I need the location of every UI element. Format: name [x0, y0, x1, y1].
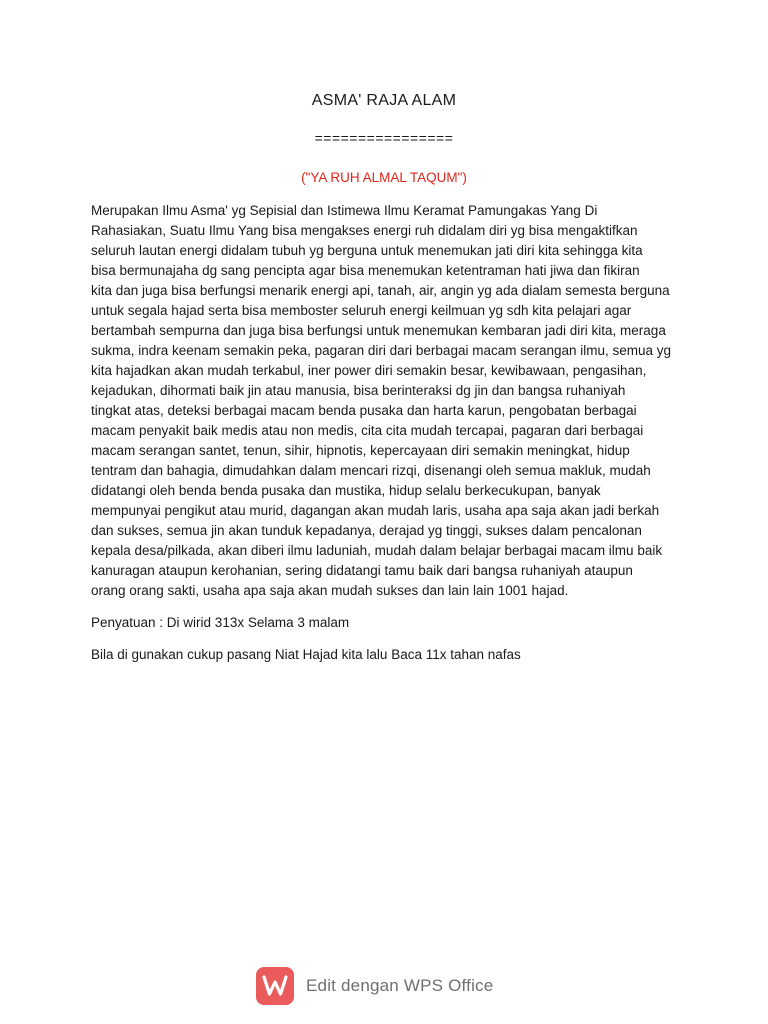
document-body	[91, 201, 691, 677]
document-subtitle: ("YA RUH ALMAL TAQUM")	[301, 170, 467, 185]
title-divider: ================	[314, 130, 454, 146]
paragraph-usage: Bila di gunakan cukup pasang Niat Hajad kita lalu Baca 11x tahan nafas	[91, 647, 521, 662]
wps-edit-label[interactable]: Edit dengan WPS Office	[306, 976, 494, 995]
paragraph-penyatuan: Penyatuan : Di wirid 313x Selama 3 malam	[91, 615, 350, 630]
paragraph-main: Merupakan Ilmu Asma' yg Sepisial dan Istimewa Ilmu Keramat Pamungakas Yang Di Rahasiakan, Suatu Ilmu Yang bisa mengakses energi ruh didalam diri yg bisa mengaktifkan seluruh lautan energi didalam tubuh yg berguna untuk menemukan jati diri kita sehingga kita bisa bermunajaha dg sang pencipta agar bisa menemukan ketentraman hati jiwa dan fikiran kita dan juga bisa berfungsi menarik energi api, tanah, air, angin yg ada dialam semesta berguna untuk segala hajad serta bisa memboster seluruh energi keilmuan yg sdh kita pelajari agar bertambah sempurna dan juga bisa berfungsi untuk menemukan kembaran jadi diri kita, meraga sukma, indra keenam semakin peka, pagaran diri dari berbagai macam serangan ilmu, semua yg kita hajadkan akan mudah terkabul, iner power diri semakin besar, kewibawaan, pengasihan, kejadukan, dihormati baik jin atau manusia, bisa berinteraksi dg jin dan bangsa ruhaniyah tingkat atas, deteksi berbagai macam benda pusaka dan harta karun, pengobatan berbagai macam penyakit baik medis atau non medis, cita cita mudah tercapai, pagaran dari berbagai macam serangan santet, tenun, sihir, hipnotis, kepercayaan diri semakin meningkat, hidup tentram dan bahagia, dimudahkan dalam mencari rizqi, disenangi oleh semua makluk, mudah didatangi oleh benda benda pusaka dan mustika, hidup selalu berkecukupan, banyak mempunyai pengikut atau murid, dagangan akan mudah laris, usaha apa saja akan jadi berkah dan sukses, semua jin akan tunduk kepadanya, derajad yg tinggi, sukses dalam pencalonan kepala desa/pilkada, akan diberi ilmu laduniah, mudah dalam belajar berbagai macam ilmu baik kanuragan ataupun kerohanian, sering didatangi tamu baik dari bangsa ruhaniyah ataupun orang orang sakti, usaha apa saja akan mudah sukses dan lain lain 1001 hajad.	[91, 203, 672, 598]
document-title: ASMA' RAJA ALAM	[311, 92, 457, 109]
wps-edit-banner[interactable]	[256, 964, 493, 1008]
wps-office-logo-icon	[256, 967, 294, 1005]
